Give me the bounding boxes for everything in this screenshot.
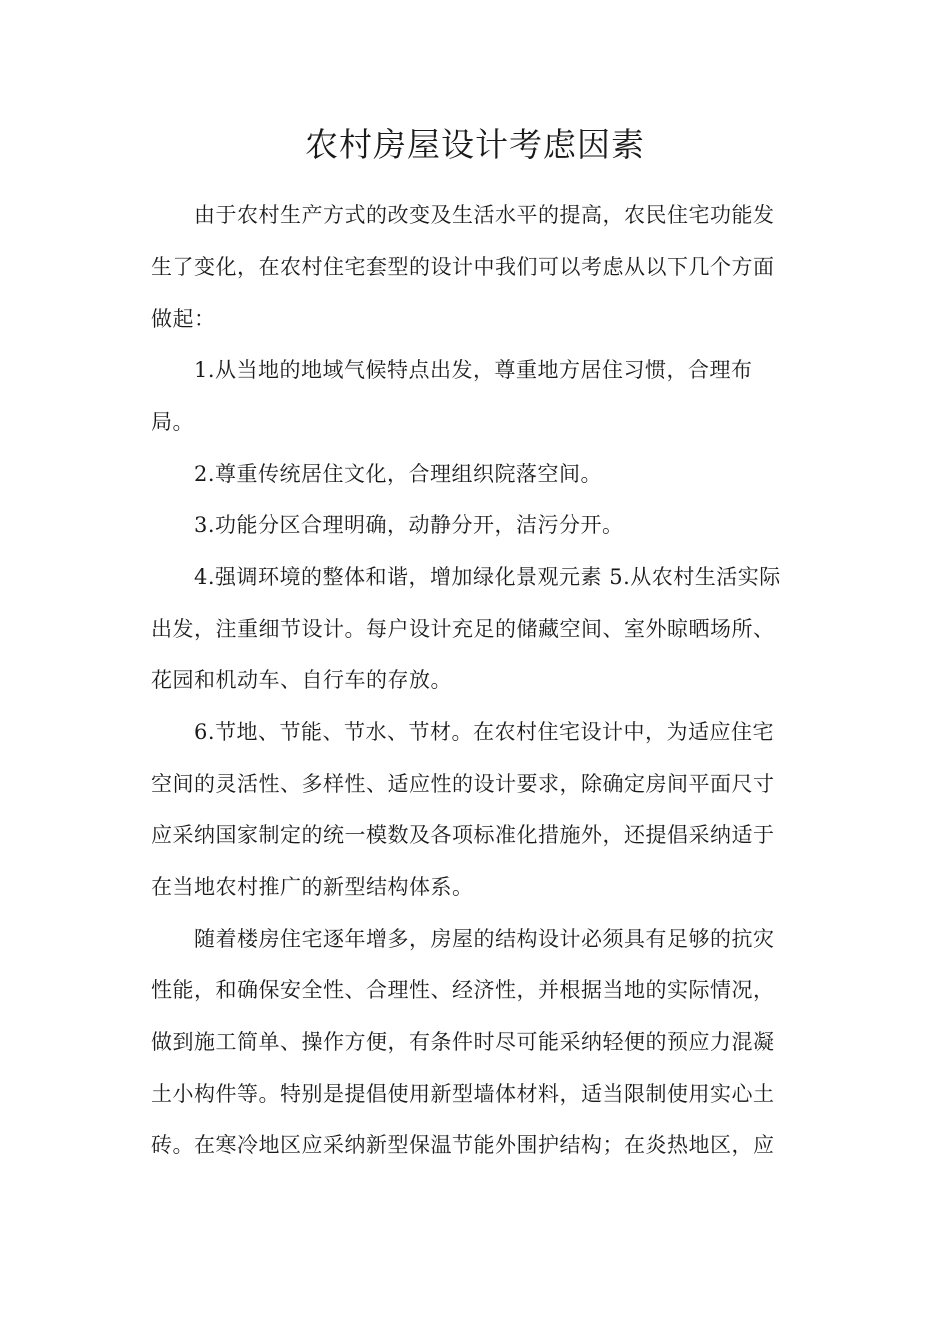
list-item-line: 4.强调环境的整体和谐，增加绿化景观元素 5.从农村生活实际 — [194, 565, 781, 589]
document-title: 农村房屋设计考虑因素 — [305, 125, 645, 164]
list-item-line: 2.尊重传统居住文化，合理组织院落空间。 — [194, 462, 603, 486]
list-item-line: 出发，注重细节设计。每户设计充足的储藏空间、室外晾晒场所、 — [151, 617, 775, 641]
list-item-line: 在当地农村推广的新型结构体系。 — [151, 875, 474, 899]
list-item-line: 空间的灵活性、多样性、适应性的设计要求，除确定房间平面尺寸 — [151, 772, 775, 796]
paragraph-line: 土小构件等。特别是提倡使用新型墙体材料，适当限制使用实心土 — [151, 1082, 775, 1106]
paragraph-line: 性能，和确保安全性、合理性、经济性，并根据当地的实际情况， — [151, 978, 775, 1002]
list-item-line: 局。 — [151, 410, 194, 434]
list-item-line: 3.功能分区合理明确，动静分开，洁污分开。 — [194, 513, 624, 537]
paragraph-line: 随着楼房住宅逐年增多，房屋的结构设计必须具有足够的抗灾 — [194, 927, 775, 951]
list-item-line: 花园和机动车、自行车的存放。 — [151, 668, 452, 692]
paragraph-line: 做到施工简单、操作方便，有条件时尽可能采纳轻便的预应力混凝 — [151, 1030, 775, 1054]
list-item-line: 1.从当地的地域气候特点出发，尊重地方居住习惯，合理布 — [194, 358, 753, 382]
paragraph-line: 由于农村生产方式的改变及生活水平的提高，农民住宅功能发 — [194, 203, 775, 227]
paragraph-line: 砖。在寒冷地区应采纳新型保温节能外围护结构；在炎热地区，应 — [151, 1133, 775, 1157]
list-item-line: 6.节地、节能、节水、节材。在农村住宅设计中，为适应住宅 — [194, 720, 775, 744]
paragraph-line: 做起： — [151, 307, 216, 331]
list-item-line: 应采纳国家制定的统一模数及各项标准化措施外，还提倡采纳适于 — [151, 823, 775, 847]
paragraph-line: 生了变化，在农村住宅套型的设计中我们可以考虑从以下几个方面 — [151, 255, 775, 279]
